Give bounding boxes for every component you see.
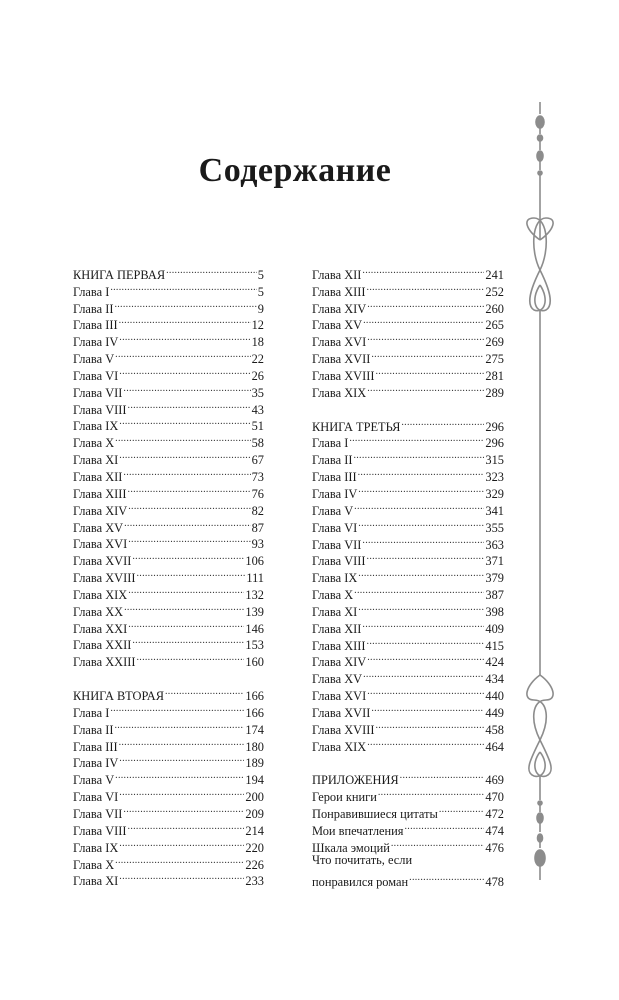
toc-entry-label: Глава XI: [73, 453, 119, 468]
toc-section-heading: [73, 262, 264, 282]
toc-page-number: 269: [485, 335, 504, 350]
toc-entry-label: Глава IX: [73, 419, 119, 434]
dot-leader: [367, 683, 484, 700]
toc-page-number: 355: [485, 520, 504, 535]
toc-entry-label: Глава XIV: [312, 301, 367, 316]
toc-entry-label: Глава II: [73, 301, 114, 316]
toc-entry-label: Понравившиеся цитаты: [312, 807, 438, 822]
toc-entry-label: Глава V: [73, 773, 115, 788]
decorative-vertical-flourish-icon: [520, 100, 560, 890]
toc-entry-label: Глава XII: [312, 267, 362, 282]
toc-entry: [312, 262, 504, 282]
toc-entry-label: Глава VI: [73, 790, 119, 805]
toc-left-column: [73, 262, 264, 889]
toc-page-number: 132: [245, 587, 264, 602]
toc-page-number: 12: [251, 318, 264, 333]
toc-entry-label: Глава VI: [312, 520, 358, 535]
toc-page-number: 233: [245, 874, 264, 889]
toc-page-number: 470: [485, 790, 504, 805]
dot-leader: [358, 565, 484, 582]
toc-page-number: 166: [245, 689, 264, 704]
toc-entry-label: Глава X: [73, 857, 115, 872]
toc-entry-label: КНИГА ТРЕТЬЯ: [312, 419, 401, 434]
toc-entry-label: Глава V: [73, 352, 115, 367]
dot-leader: [362, 262, 484, 279]
toc-entry-label: Герои книги: [312, 790, 377, 805]
dot-leader: [136, 565, 245, 582]
toc-section-heading: [312, 414, 504, 434]
dot-leader: [362, 616, 484, 633]
toc-page-number: 281: [485, 368, 504, 383]
dot-leader: [358, 515, 484, 532]
toc-page-number: 472: [485, 807, 504, 822]
dot-leader: [367, 734, 484, 751]
toc-page-number: 82: [251, 503, 264, 518]
toc-page-number: 200: [245, 790, 264, 805]
toc-page-number: 160: [245, 655, 264, 670]
toc-page-number: 174: [245, 722, 264, 737]
toc-entry-label: Глава VII: [312, 537, 362, 552]
dot-leader: [353, 447, 484, 464]
toc-entry-label: Глава I: [73, 705, 110, 720]
dot-leader: [349, 431, 484, 448]
dot-leader: [128, 532, 250, 549]
dot-leader: [400, 768, 485, 785]
dot-leader: [371, 346, 484, 363]
toc-entry-label: Глава XI: [73, 874, 119, 889]
toc-entry-label: Глава XX: [73, 604, 124, 619]
dot-leader: [375, 363, 484, 380]
toc-entry-label: Глава X: [73, 436, 115, 451]
dot-leader: [165, 683, 244, 700]
toc-page-number: 111: [246, 571, 264, 586]
toc-entry-label: Глава VII: [73, 385, 123, 400]
toc-entry-label: понравился роман: [312, 874, 409, 889]
toc-entry-label: Глава IX: [73, 840, 119, 855]
toc-page-number: 194: [245, 773, 264, 788]
toc-page-number: 474: [485, 824, 504, 838]
toc-entry-label: Шкала эмоций: [312, 840, 390, 855]
toc-page-number: 260: [485, 301, 504, 316]
toc-entry-label: Глава VI: [73, 368, 119, 383]
toc-page-number: 296: [485, 436, 504, 451]
dot-leader: [114, 296, 256, 313]
toc-right-column: [312, 262, 504, 889]
dot-leader: [391, 835, 485, 852]
toc-entry-label: Глава IV: [312, 486, 358, 501]
toc-entry-label: Глава II: [73, 722, 114, 737]
dot-leader: [110, 700, 244, 717]
toc-entry-label: Глава XVI: [312, 689, 367, 704]
toc-page-number: 329: [485, 486, 504, 501]
toc-entry-label-line: Что почитать, если: [312, 852, 413, 867]
dot-leader: [367, 650, 484, 667]
dot-leader: [128, 498, 250, 515]
toc-page-number: 76: [251, 486, 264, 501]
dot-leader: [128, 818, 245, 835]
toc-entry-label: Глава IV: [73, 756, 119, 771]
toc-page-number: 265: [485, 318, 504, 333]
dot-leader: [375, 717, 484, 734]
dot-leader: [378, 784, 485, 801]
toc-page-number: 106: [245, 554, 264, 569]
dot-leader: [367, 380, 484, 397]
toc-page-number: 440: [485, 689, 504, 704]
dot-leader: [124, 599, 244, 616]
dot-leader: [358, 481, 484, 498]
toc-entry-label: Глава XIX: [73, 587, 128, 602]
toc-entry-label: КНИГА ПЕРВАЯ: [73, 267, 166, 282]
toc-page-number: 22: [251, 352, 264, 367]
toc-page-number: 67: [251, 453, 264, 468]
toc-entry-label: Глава XV: [312, 672, 363, 687]
dot-leader: [115, 852, 244, 869]
toc-entry-label: Глава V: [312, 503, 354, 518]
dot-leader: [119, 734, 245, 751]
dot-leader: [123, 464, 250, 481]
toc-entry-label: Глава VIII: [312, 554, 366, 569]
toc-page-number: 449: [485, 705, 504, 720]
toc-page-number: 180: [245, 739, 264, 754]
dot-leader: [367, 296, 484, 313]
toc-page-number: 214: [245, 823, 264, 838]
toc-page-number: 5: [257, 284, 264, 299]
toc-entry-label: Глава IV: [73, 335, 119, 350]
toc-page-number: 424: [485, 655, 504, 670]
toc-page-number: 341: [485, 503, 504, 518]
dot-leader: [119, 869, 244, 886]
dot-leader: [115, 346, 250, 363]
dot-leader: [128, 397, 251, 414]
toc-page-number: 398: [485, 604, 504, 619]
toc-entry-label: Мои впечатления: [312, 824, 404, 838]
toc-entry-label: Глава VIII: [73, 402, 127, 417]
toc-page-number: 43: [251, 402, 264, 417]
toc-page-number: 166: [245, 705, 264, 720]
toc-entry-label: Глава XVI: [312, 335, 367, 350]
toc-entry-label: Глава XII: [312, 621, 362, 636]
dot-leader: [362, 532, 484, 549]
toc-page-number: 296: [485, 419, 504, 434]
toc-entry-label: Глава III: [73, 318, 118, 333]
toc-page-number: 458: [485, 722, 504, 737]
toc-page-number: 323: [485, 470, 504, 485]
dot-leader: [128, 481, 251, 498]
toc-entry-label: Глава XV: [73, 520, 124, 535]
toc-entry-label: Глава XVII: [73, 554, 132, 569]
toc-entry-label: Глава III: [312, 470, 357, 485]
toc-page-number: 9: [257, 301, 264, 316]
dot-leader: [354, 498, 484, 515]
dot-leader: [367, 329, 484, 346]
dot-leader: [115, 767, 244, 784]
toc-entry-label: Глава XVIII: [312, 368, 375, 383]
toc-page-number: 87: [251, 520, 264, 535]
toc-page-number: 209: [245, 807, 264, 821]
dot-leader: [110, 279, 256, 296]
dot-leader: [401, 414, 484, 431]
dot-leader: [136, 649, 244, 666]
dot-leader: [367, 633, 485, 650]
toc-page-number: 464: [485, 739, 504, 754]
dot-leader: [367, 279, 485, 296]
toc-page-number: 93: [251, 537, 264, 552]
toc-page-number: 379: [485, 571, 504, 586]
dot-leader: [128, 582, 244, 599]
dot-leader: [119, 363, 250, 380]
toc-entry-label: Глава VII: [73, 807, 123, 821]
toc-page-number: 476: [485, 840, 504, 855]
toc-entry-label: Глава XXI: [73, 621, 128, 636]
toc-page-number: 252: [485, 284, 504, 299]
toc-page-number: 387: [485, 588, 504, 603]
toc-page-number: 275: [485, 352, 504, 367]
toc-entry-label: Глава XVII: [312, 705, 371, 720]
toc-entry-label: Глава XIX: [312, 385, 367, 400]
toc-entry-label: Глава XII: [73, 469, 123, 484]
toc-entry-label: Глава XIII: [73, 486, 127, 501]
dot-leader: [119, 751, 244, 768]
dot-leader: [119, 414, 250, 431]
toc-page-number: 58: [251, 436, 264, 451]
toc-entry-label: Глава XXIII: [73, 655, 136, 670]
toc-entry-label: Глава XVIII: [312, 722, 375, 737]
toc-page-number: 469: [485, 773, 504, 788]
dot-leader: [439, 801, 485, 818]
dot-leader: [123, 801, 244, 818]
toc-page-number: 241: [485, 267, 504, 282]
toc-page-number: 51: [251, 419, 264, 434]
toc-entry-label: Глава XIV: [312, 655, 367, 670]
toc-page-number: 18: [251, 335, 264, 350]
dot-leader: [119, 447, 250, 464]
toc-entry-label: Глава I: [73, 284, 110, 299]
toc-entry-label: Глава XV: [312, 318, 363, 333]
toc-page-number: 478: [485, 874, 504, 889]
dot-leader: [123, 380, 250, 397]
dot-leader: [409, 869, 484, 886]
toc-section-heading: [312, 768, 504, 788]
dot-leader: [367, 549, 485, 566]
dot-leader: [363, 666, 484, 683]
toc-page-number: 189: [245, 756, 264, 771]
dot-leader: [358, 464, 485, 481]
toc-page-number: 5: [257, 267, 264, 282]
toc-page-number: 153: [245, 638, 264, 653]
dot-leader: [114, 717, 244, 734]
dot-leader: [132, 548, 244, 565]
toc-entry-label: Глава XI: [312, 604, 358, 619]
toc-entry-label: Глава XIX: [312, 739, 367, 754]
toc-entry-label: Глава XIV: [73, 503, 128, 518]
toc-page-number: 371: [485, 554, 504, 569]
dot-leader: [132, 633, 244, 650]
dot-leader: [128, 616, 244, 633]
toc-entry-label: Глава I: [312, 436, 349, 451]
dot-leader: [119, 329, 250, 346]
toc-entry-label: Глава XIII: [312, 284, 366, 299]
toc-page-number: 363: [485, 537, 504, 552]
page-title: Содержание: [198, 152, 392, 189]
toc-page-number: 26: [251, 368, 264, 383]
dot-leader: [124, 515, 251, 532]
toc-section-heading: [73, 683, 264, 704]
toc-page-number: 409: [485, 621, 504, 636]
dot-leader: [119, 313, 251, 330]
toc-page-number: 139: [245, 604, 264, 619]
dot-leader: [166, 262, 257, 279]
dot-leader: [119, 835, 244, 852]
toc-page-number: 35: [251, 385, 264, 400]
toc-entry-label: Глава XVI: [73, 537, 128, 552]
dot-leader: [371, 700, 484, 717]
toc-entry: [312, 869, 504, 889]
toc-page-number: 146: [245, 621, 264, 636]
toc-page-number: 434: [485, 672, 504, 687]
toc-entry-label: ПРИЛОЖЕНИЯ: [312, 773, 399, 788]
toc-entry-label: Глава X: [312, 588, 354, 603]
toc-entry-label: Глава III: [73, 739, 118, 754]
toc-page-number: 226: [245, 857, 264, 872]
dot-leader: [363, 313, 484, 330]
dot-leader: [404, 818, 484, 835]
toc-entry-label: Глава XXII: [73, 638, 132, 653]
toc-page-number: 415: [485, 638, 504, 653]
toc-page-number: 220: [245, 840, 264, 855]
toc-entry-label: Глава VIII: [73, 823, 127, 838]
dot-leader: [358, 599, 484, 616]
toc-entry-label: Глава XVIII: [73, 571, 136, 586]
toc-entry-label: Глава XVII: [312, 352, 371, 367]
toc-entry-label: Глава XIII: [312, 638, 366, 653]
toc-page-number: 315: [485, 453, 504, 468]
toc-page-number: 73: [251, 469, 264, 484]
toc-entry-label: КНИГА ВТОРАЯ: [73, 689, 164, 704]
dot-leader: [115, 430, 250, 447]
dot-leader: [354, 582, 484, 599]
dot-leader: [119, 784, 244, 801]
toc-entry-label: Глава II: [312, 453, 353, 468]
toc-entry-label: Глава IX: [312, 571, 358, 586]
toc-page-number: 289: [485, 385, 504, 400]
